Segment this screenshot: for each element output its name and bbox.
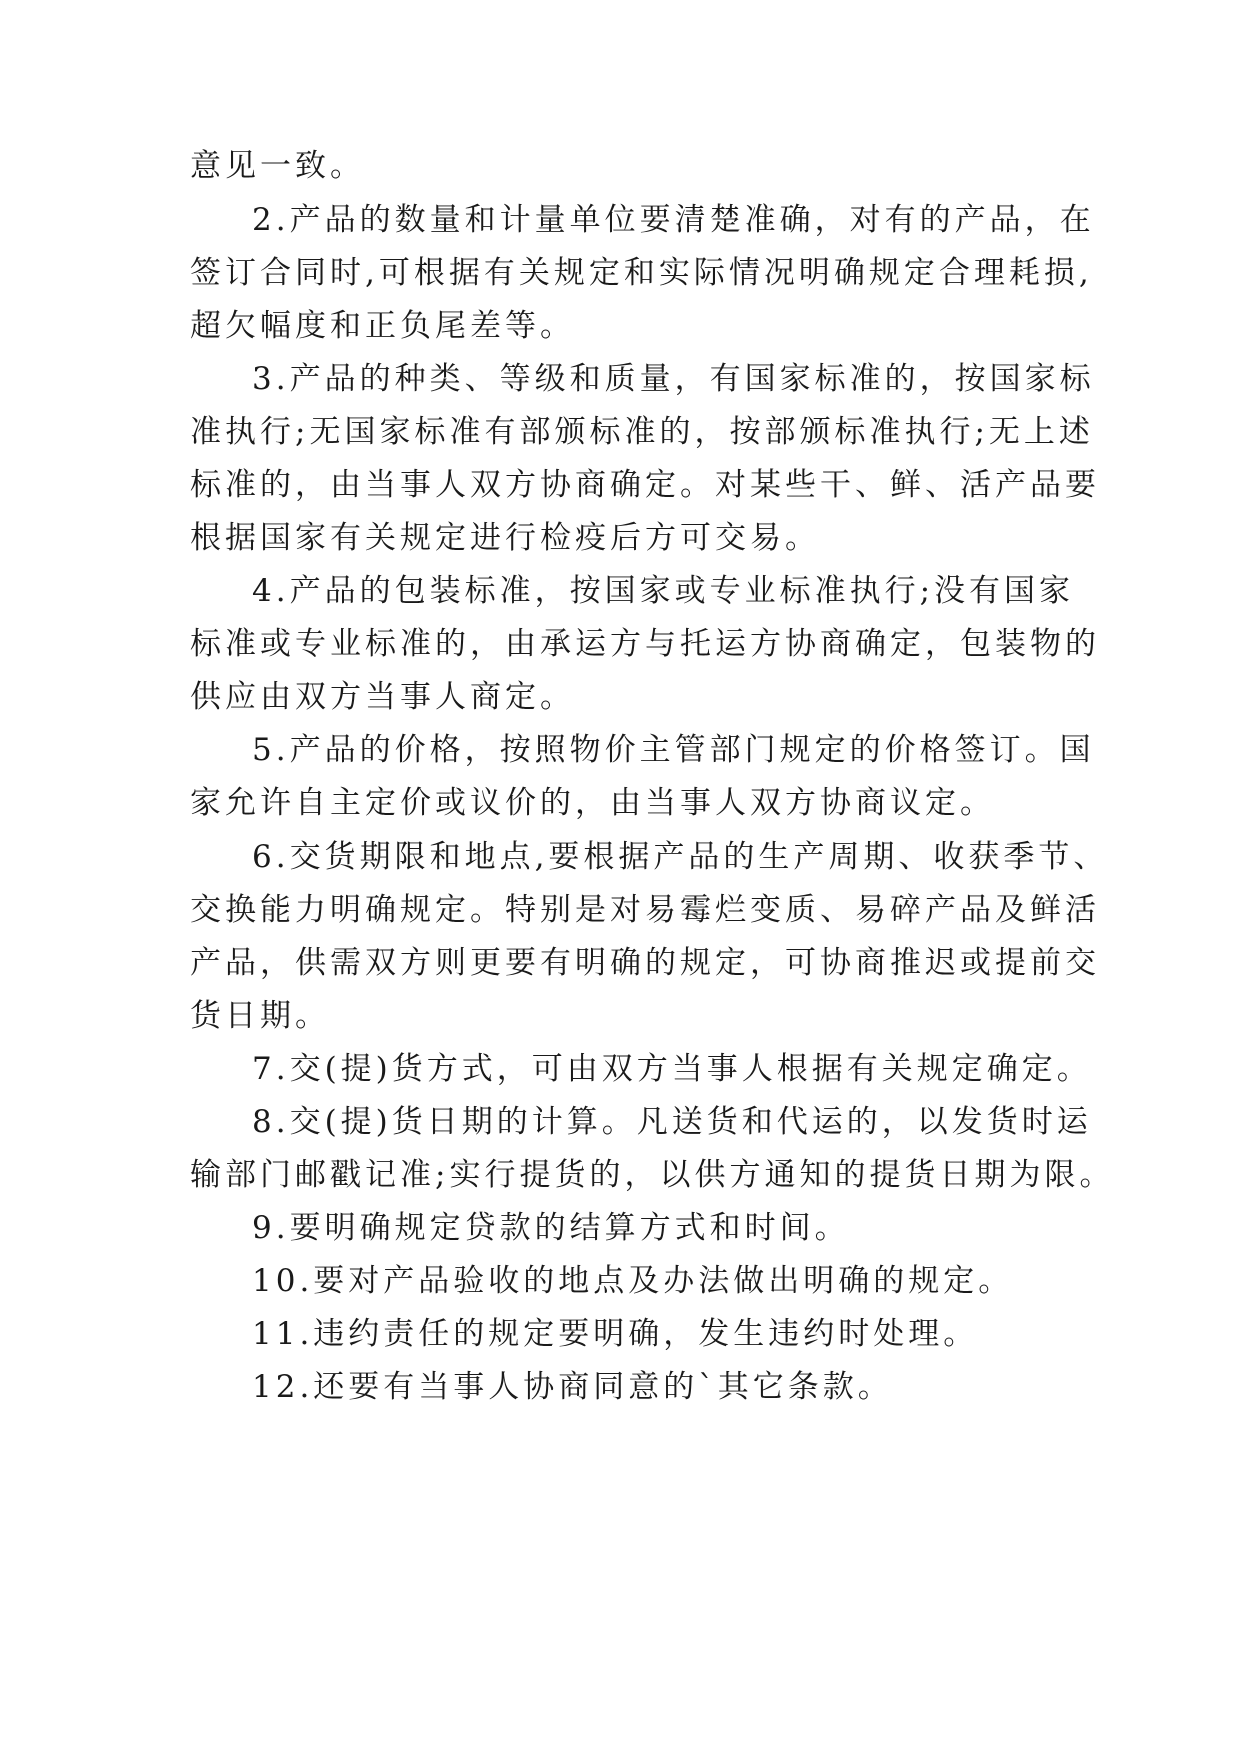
text-line: 12.还要有当事人协商同意的`其它条款。	[252, 1369, 893, 1405]
text-line: 11.违约责任的规定要明确，发生违约时处理。	[252, 1316, 979, 1352]
text-line: 标准或专业标准的，由承运方与托运方协商确定，包装物的	[190, 626, 1100, 662]
text-line: 根据国家有关规定进行检疫后方可交易。	[190, 520, 820, 556]
text-line: 2.产品的数量和计量单位要清楚准确，对有的产品，在	[252, 202, 1095, 238]
text-line: 货日期。	[190, 998, 330, 1034]
text-line: 9.要明确规定贷款的结算方式和时间。	[252, 1210, 850, 1246]
text-line: 供应由双方当事人商定。	[190, 679, 575, 715]
text-line: 产品，供需双方则更要有明确的规定，可协商推迟或提前交	[190, 945, 1100, 981]
text-line: 输部门邮戳记准;实行提货的，以供方通知的提货日期为限。	[190, 1157, 1115, 1193]
text-line: 准执行;无国家标准有部颁标准的，按部颁标准执行;无上述	[190, 414, 1094, 450]
text-line: 5.产品的价格，按照物价主管部门规定的价格签订。国	[252, 732, 1095, 768]
text-line: 标准的，由当事人双方协商确定。对某些干、鲜、活产品要	[190, 467, 1100, 503]
text-line: 意见一致。	[190, 148, 365, 184]
text-line: 签订合同时,可根据有关规定和实际情况明确规定合理耗损,	[190, 255, 1093, 291]
text-line: 7.交(提)货方式，可由双方当事人根据有关规定确定。	[252, 1051, 1092, 1087]
text-line: 4.产品的包装标准，按国家或专业标准执行;没有国家	[252, 573, 1075, 609]
text-line: 3.产品的种类、等级和质量，有国家标准的，按国家标	[252, 361, 1095, 397]
text-line: 家允许自主定价或议价的，由当事人双方协商议定。	[190, 785, 995, 821]
text-line: 8.交(提)货日期的计算。凡送货和代运的，以发货时运	[252, 1104, 1092, 1140]
text-line: 超欠幅度和正负尾差等。	[190, 308, 575, 344]
text-line: 交换能力明确规定。特别是对易霉烂变质、易碎产品及鲜活	[190, 892, 1100, 928]
text-line: 6.交货期限和地点,要根据产品的生产周期、收获季节、	[252, 839, 1109, 875]
text-line: 10.要对产品验收的地点及办法做出明确的规定。	[252, 1263, 1014, 1299]
